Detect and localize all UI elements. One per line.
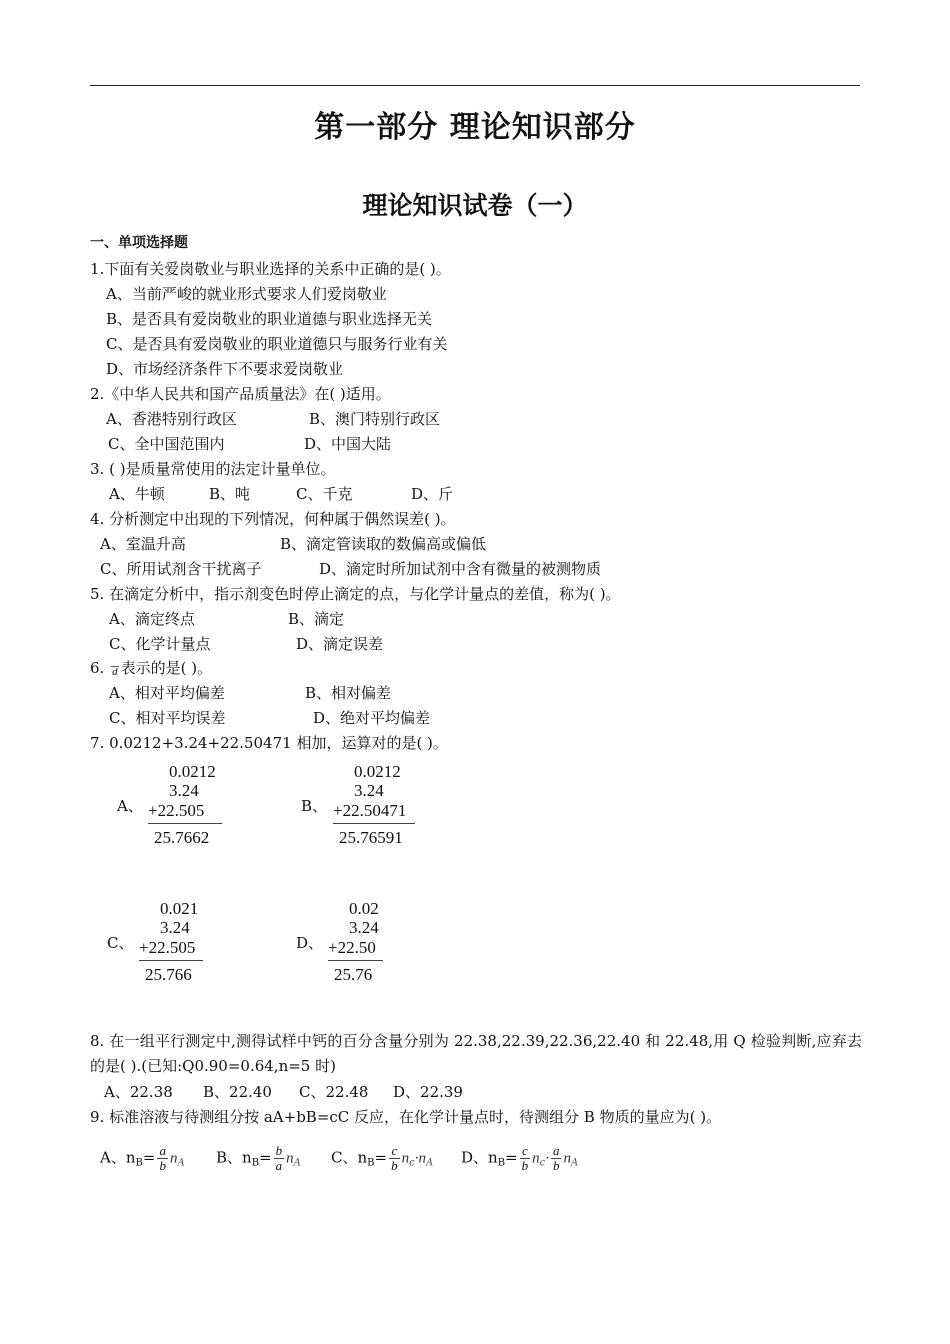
q3-option-c: C、千克 <box>296 485 353 503</box>
q8-option-a: A、22.38 <box>104 1083 173 1101</box>
q3-option-a: A、牛顿 <box>109 485 165 503</box>
q1-stem: 1.下面有关爱岗敬业与职业选择的关系中正确的是( )。 <box>90 260 451 278</box>
q1-option-b: B、是否具有爱岗敬业的职业道德与职业选择无关 <box>106 310 433 328</box>
q4-option-b: B、滴定管读取的数偏高或偏低 <box>280 535 487 553</box>
q2-option-d: D、中国大陆 <box>304 435 392 453</box>
sum-line <box>139 960 203 961</box>
q8-option-d: D、22.39 <box>393 1083 463 1101</box>
q3-option-d: D、斤 <box>411 485 454 503</box>
sum-line <box>328 960 383 961</box>
q4-stem: 4. 分析测定中出现的下列情况，何种属于偶然误差( )。 <box>90 510 456 528</box>
header-rule <box>90 85 860 86</box>
q4-option-d: D、滴定时所加试剂中含有微量的被测物质 <box>319 560 602 578</box>
q8-option-b: B、22.40 <box>203 1083 272 1101</box>
q5-stem: 5. 在滴定分析中，指示剂变色时停止滴定的点，与化学计量点的差值，称为( )。 <box>90 585 621 603</box>
sum-line <box>333 823 415 824</box>
sum-line <box>148 823 222 824</box>
q6-option-d: D、绝对平均偏差 <box>313 709 431 727</box>
q6-number: 6. <box>90 659 105 677</box>
q3-stem: 3. ( )是质量常使用的法定计量单位。 <box>90 460 336 478</box>
q4-option-c: C、所用试剂含干扰离子 <box>100 560 262 578</box>
q6-option-a: A、相对平均偏差 <box>109 684 225 702</box>
q9-option-a: A、$n_B=$ $\frac{a}{b}$ $n_A$ <box>100 1143 185 1173</box>
part-title: 第一部分 理论知识部分 <box>314 110 636 145</box>
q6-stem-text: 表示的是( )。 <box>120 659 213 677</box>
q1-option-a: A、当前严峻的就业形式要求人们爱岗敬业 <box>106 285 387 303</box>
paper-title: 理论知识试卷（一） <box>362 191 588 220</box>
q9-option-c: C、$n_B=$ $\frac{c}{b}$ $n_c\cdot n_A$ <box>331 1143 434 1173</box>
q6-option-c: C、相对平均误差 <box>109 709 226 727</box>
q7-stem: 7. 0.0212+3.24+22.50471 相加，运算对的是( )。 <box>90 734 448 752</box>
q2-option-c: C、全中国范围内 <box>108 435 225 453</box>
q5-option-a: A、滴定终点 <box>109 610 195 628</box>
q5-option-c: C、化学计量点 <box>109 635 211 653</box>
q9-option-d: D、$n_B=$ $\frac{c}{b}$ $n_c\cdot$ $\frac{a}{b}$ $n_A$ <box>461 1143 579 1173</box>
q6-option-b: B、相对偏差 <box>305 684 392 702</box>
q3-option-b: B、吨 <box>209 485 251 503</box>
q8-option-c: C、22.48 <box>299 1083 369 1101</box>
q8-stem: 8. 在一组平行测定中,测得试样中钙的百分含量分别为 22.38,22.39,22.36,22.40 和 22.48,用 Q 检验判断,应弃去的是( ).(已知:Q0.90=0.64,n=5 时) <box>90 1032 862 1075</box>
q6-stem <box>90 659 212 679</box>
section-heading: 一、单项选择题 <box>90 235 188 251</box>
d-bar-symbol: d <box>112 666 118 678</box>
q4-option-a: A、室温升高 <box>100 535 186 553</box>
q1-option-c: C、是否具有爱岗敬业的职业道德只与服务行业有关 <box>106 335 448 353</box>
q2-option-b: B、澳门特别行政区 <box>309 410 441 428</box>
q2-stem: 2.《中华人民共和国产品质量法》在( )适用。 <box>90 385 391 403</box>
q2-option-a: A、香港特别行政区 <box>106 410 237 428</box>
q9-option-b: B、$n_B=$ $\frac{b}{a}$ $n_A$ <box>216 1143 301 1173</box>
q5-option-d: D、滴定误差 <box>296 635 384 653</box>
q9-stem: 9. 标准溶液与待测组分按 aA+bB=cC 反应，在化学计量点时，待测组分 B 物质的量应为( )。 <box>90 1108 722 1126</box>
q1-option-d: D、市场经济条件下不要求爱岗敬业 <box>106 360 344 378</box>
q5-option-b: B、滴定 <box>288 610 345 628</box>
